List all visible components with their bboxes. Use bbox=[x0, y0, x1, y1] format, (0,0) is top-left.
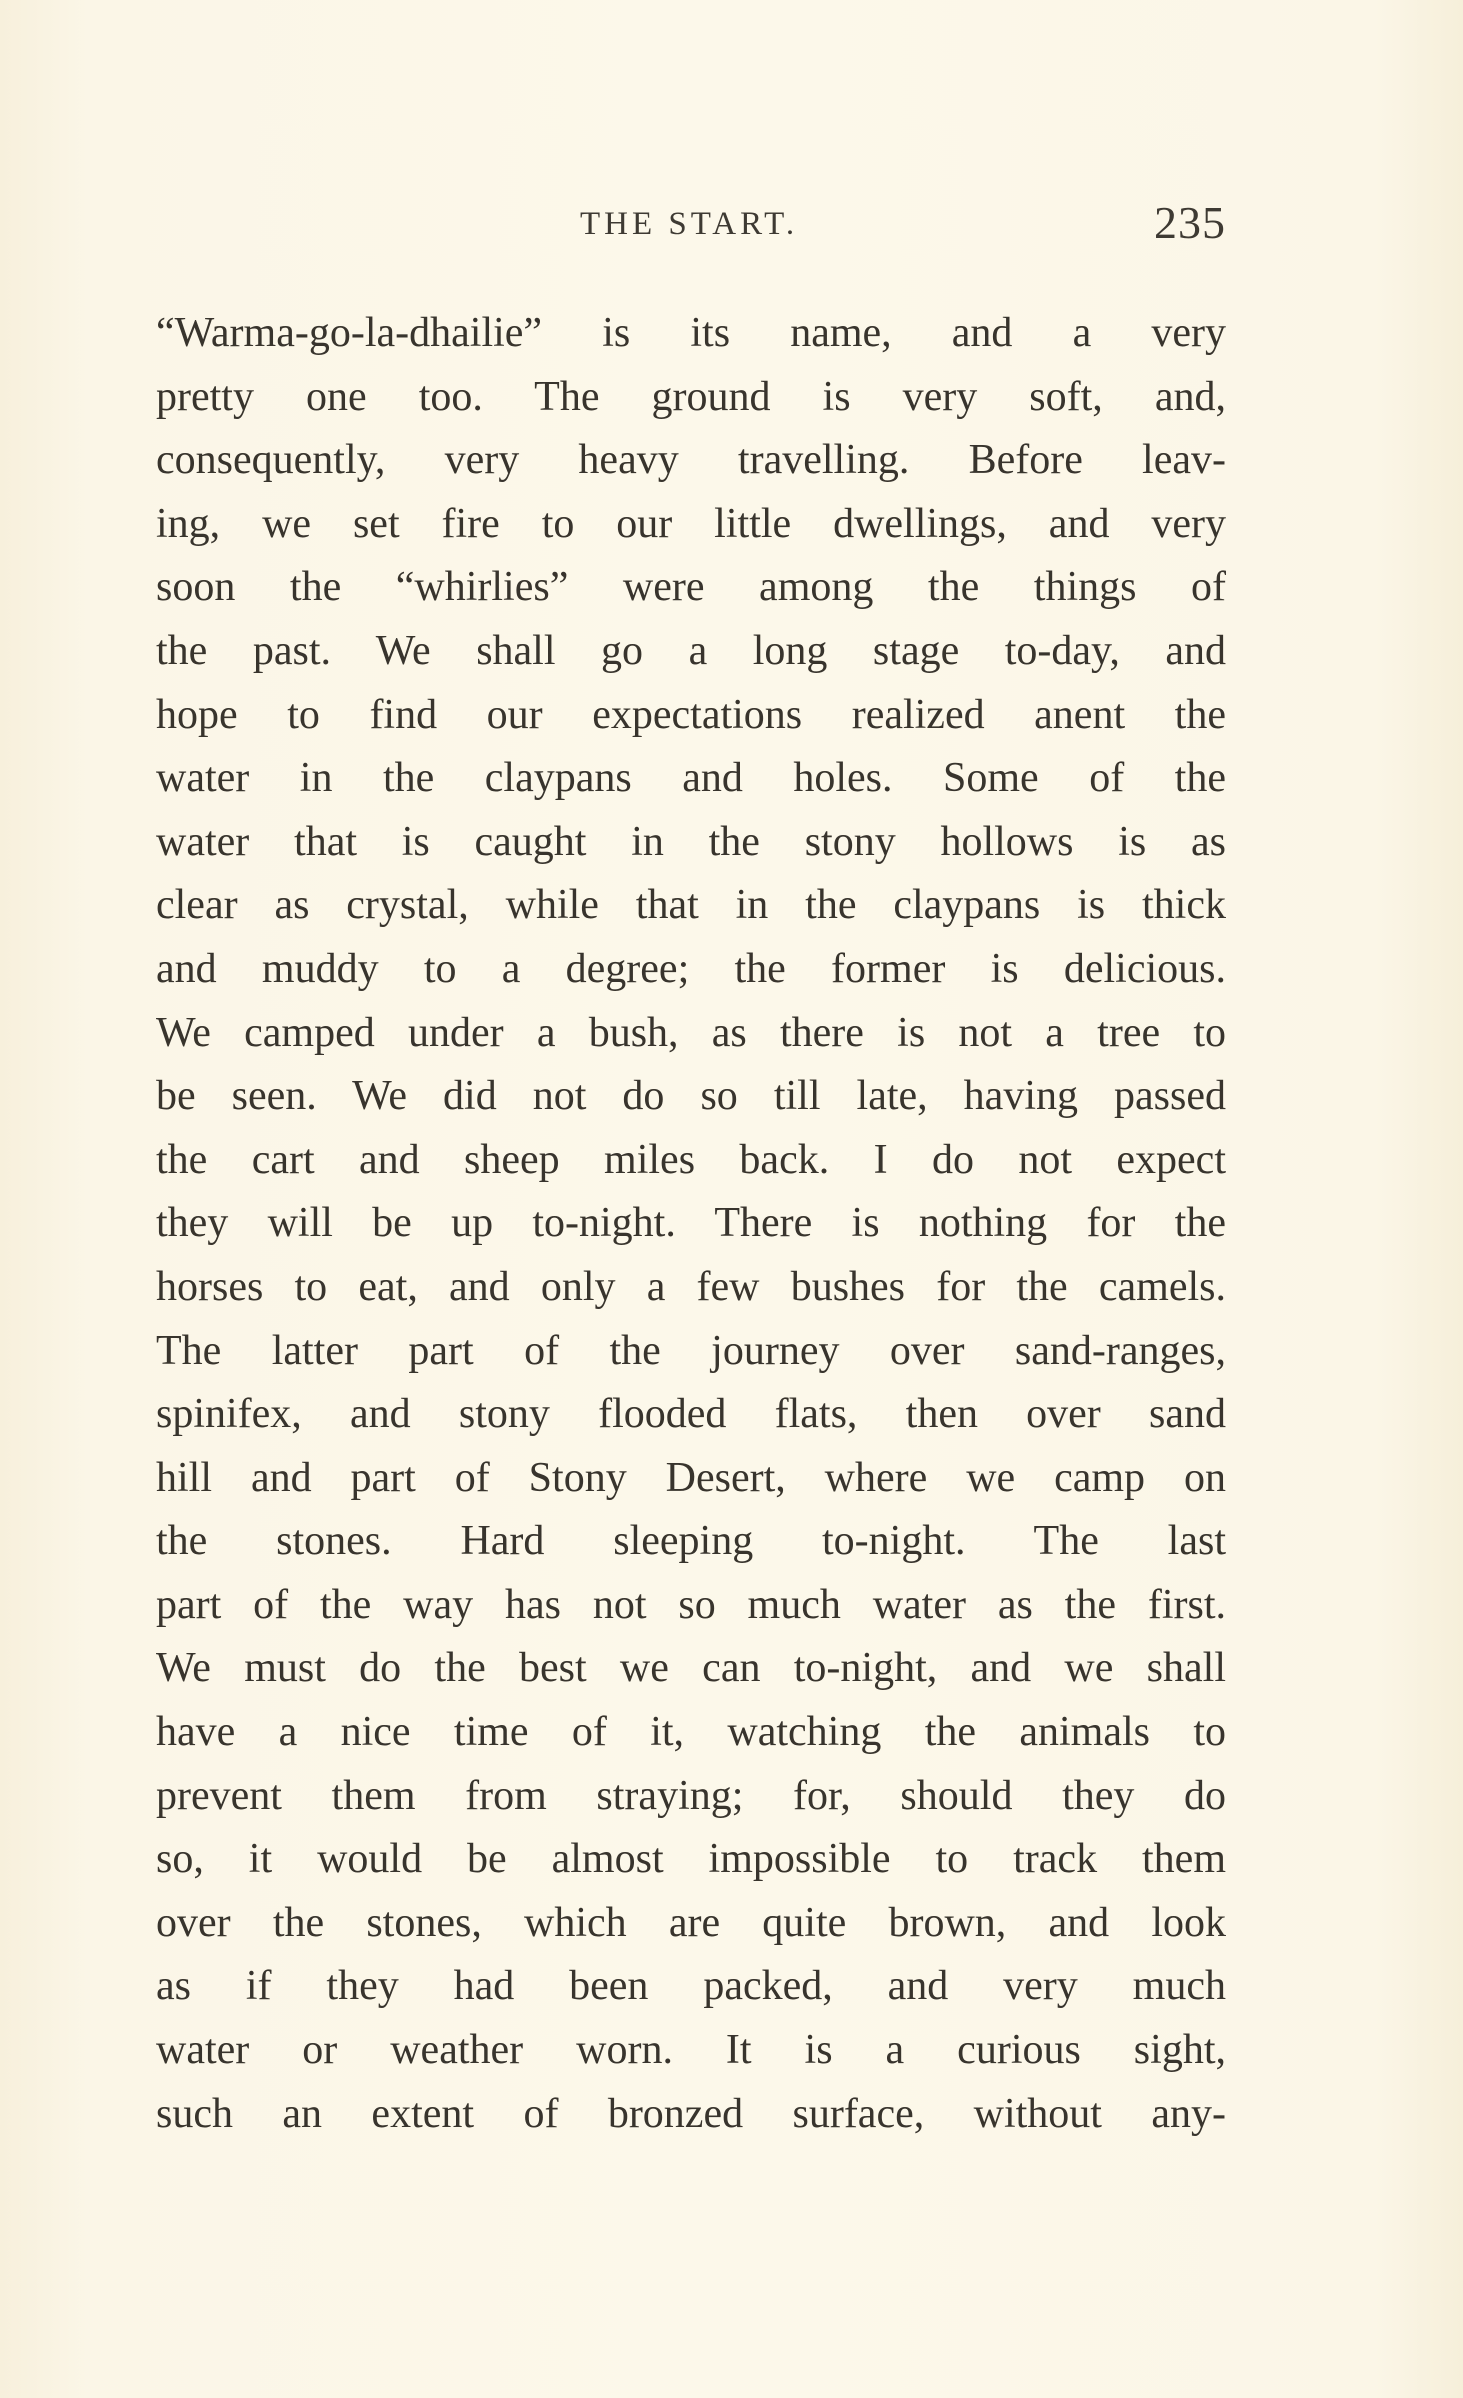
text-line: so, it would be almost impossible to track them bbox=[156, 1836, 1226, 1883]
text-line: the past. We shall go a long stage to-day, and bbox=[156, 627, 1226, 674]
text-line: have a nice time of it, watching the animals to bbox=[156, 1709, 1226, 1756]
text-line: water or weather worn. It is a curious sight, bbox=[156, 2027, 1226, 2074]
text-line: such an extent of bronzed surface, without any- bbox=[156, 2090, 1226, 2137]
body-text bbox=[156, 302, 1226, 2146]
text-line: prevent them from straying; for, should they do bbox=[156, 1772, 1226, 1819]
text-line: they will be up to-night. There is nothing for the bbox=[156, 1200, 1226, 1247]
text-line: water in the claypans and holes. Some of the bbox=[156, 755, 1226, 802]
text-line: the stones. Hard sleeping to-night. The last bbox=[156, 1518, 1226, 1565]
text-line: horses to eat, and only a few bushes for the camels. bbox=[156, 1263, 1226, 1310]
text-line: spinifex, and stony flooded flats, then over sand bbox=[156, 1391, 1226, 1438]
text-line: pretty one too. The ground is very soft, and, bbox=[156, 373, 1226, 420]
text-line: part of the way has not so much water as the first. bbox=[156, 1581, 1226, 1628]
text-line: be seen. We did not do so till late, having passed bbox=[156, 1073, 1226, 1120]
text-line: as if they had been packed, and very much bbox=[156, 1963, 1226, 2010]
text-line: hope to find our expectations realized anent the bbox=[156, 691, 1226, 738]
text-line: We camped under a bush, as there is not a tree to bbox=[156, 1009, 1226, 1056]
text-line: soon the “whirlies” were among the things of bbox=[156, 564, 1226, 611]
running-header bbox=[156, 197, 1226, 262]
text-line: We must do the best we can to-night, and we shall bbox=[156, 1645, 1226, 1692]
text-line: hill and part of Stony Desert, where we camp on bbox=[156, 1454, 1226, 1501]
text-line: over the stones, which are quite brown, and look bbox=[156, 1899, 1226, 1946]
text-line: the cart and sheep miles back. I do not expect bbox=[156, 1136, 1226, 1183]
running-title: THE START. bbox=[580, 206, 799, 242]
text-line: ing, we set fire to our little dwellings, and very bbox=[156, 500, 1226, 547]
text-line: clear as crystal, while that in the claypans is thick bbox=[156, 882, 1226, 929]
page-number: 235 bbox=[1154, 197, 1226, 248]
text-line: and muddy to a degree; the former is delicious. bbox=[156, 945, 1226, 992]
text-line: “Warma-go-la-dhailie” is its name, and a very bbox=[156, 310, 1226, 356]
text-line: water that is caught in the stony hollows is as bbox=[156, 818, 1226, 865]
text-line: The latter part of the journey over sand-ranges, bbox=[156, 1327, 1226, 1374]
text-line: consequently, very heavy travelling. Before leav- bbox=[156, 437, 1226, 484]
